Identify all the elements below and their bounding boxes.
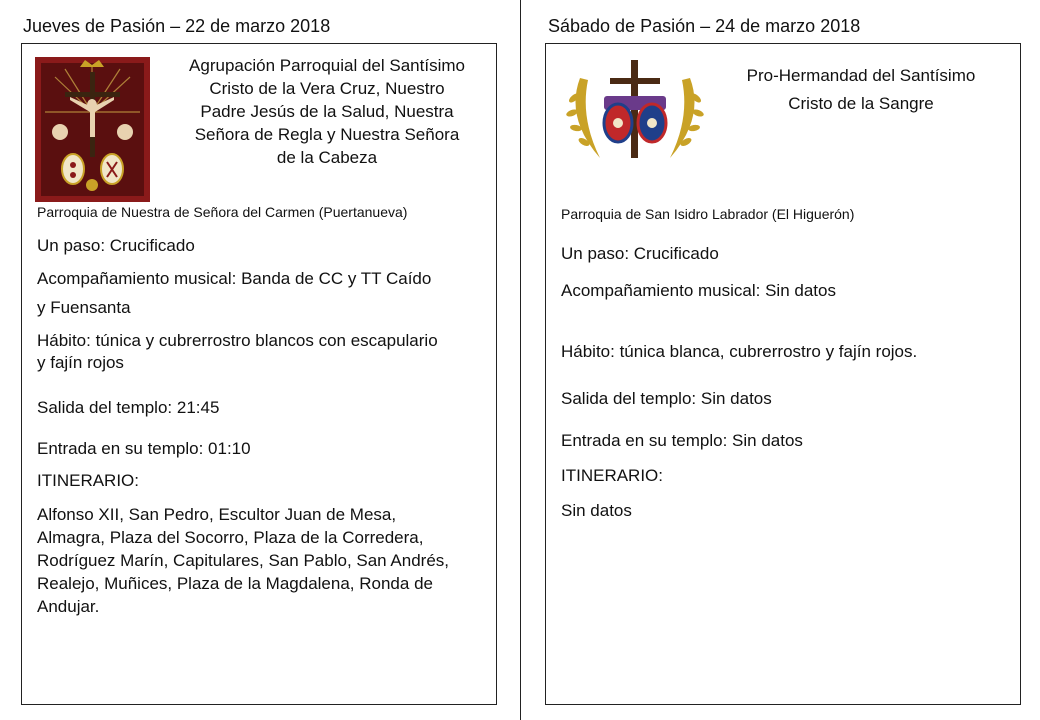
itinerary-line: Almagra, Plaza del Socorro, Plaza de la Corredera, <box>37 528 424 547</box>
brotherhood-line: Agrupación Parroquial del Santísimo <box>189 56 465 75</box>
crucifix-altar-image <box>35 57 150 202</box>
right-panel <box>545 43 1021 705</box>
right-music: Acompañamiento musical: Sin datos <box>561 281 836 300</box>
right-brotherhood-name <box>721 62 1001 118</box>
habit-line: y fajín rojos <box>37 353 124 372</box>
left-itinerary <box>37 503 449 618</box>
brotherhood-line: de la Cabeza <box>276 148 378 167</box>
habit-line: Hábito: túnica y cubrerrostro blancos con escapulario <box>37 331 438 350</box>
right-parish: Parroquia de San Isidro Labrador (El Higuerón) <box>561 206 855 222</box>
brotherhood-line: Pro-Hermandad del Santísimo <box>746 66 976 85</box>
left-habit <box>37 330 438 374</box>
brotherhood-line: Cristo de la Vera Cruz, Nuestro <box>209 79 445 98</box>
right-paso: Un paso: Crucificado <box>561 244 719 263</box>
brotherhood-line: Señora de Regla y Nuestra Señora <box>194 125 460 144</box>
music-line: y Fuensanta <box>37 298 131 317</box>
right-habit: Hábito: túnica blanca, cubrerrostro y fajín rojos. <box>561 342 918 361</box>
left-entry: Entrada en su templo: 01:10 <box>37 439 251 458</box>
right-departure: Salida del templo: Sin datos <box>561 389 772 408</box>
itinerary-line: Andujar. <box>37 597 100 616</box>
itinerary-line: Alfonso XII, San Pedro, Escultor Juan de Mesa, <box>37 505 397 524</box>
left-panel <box>21 43 497 705</box>
left-parish: Parroquia de Nuestra de Señora del Carmen (Puertanueva) <box>37 204 408 220</box>
left-itinerary-heading: ITINERARIO: <box>37 471 140 490</box>
left-brotherhood-name <box>162 54 492 169</box>
crest-emblem-icon <box>560 58 710 168</box>
left-music <box>37 264 431 322</box>
right-entry: Entrada en su templo: Sin datos <box>561 431 803 450</box>
left-departure: Salida del templo: 21:45 <box>37 398 220 417</box>
right-itinerary: Sin datos <box>561 501 632 520</box>
brotherhood-line: Padre Jesús de la Salud, Nuestra <box>200 102 454 121</box>
left-paso: Un paso: Crucificado <box>37 236 195 255</box>
right-itinerary-heading: ITINERARIO: <box>561 466 664 485</box>
music-line: Acompañamiento musical: Banda de CC y TT Caído <box>37 269 432 288</box>
itinerary-line: Rodríguez Marín, Capitulares, San Pablo, San Andrés, <box>37 551 450 570</box>
right-day-title: Sábado de Pasión – 24 de marzo 2018 <box>548 16 861 36</box>
itinerary-line: Realejo, Muñices, Plaza de la Magdalena, Ronda de <box>37 574 433 593</box>
brotherhood-line: Cristo de la Sangre <box>788 94 934 113</box>
left-day-title: Jueves de Pasión – 22 de marzo 2018 <box>23 16 331 36</box>
page-divider <box>520 0 521 720</box>
